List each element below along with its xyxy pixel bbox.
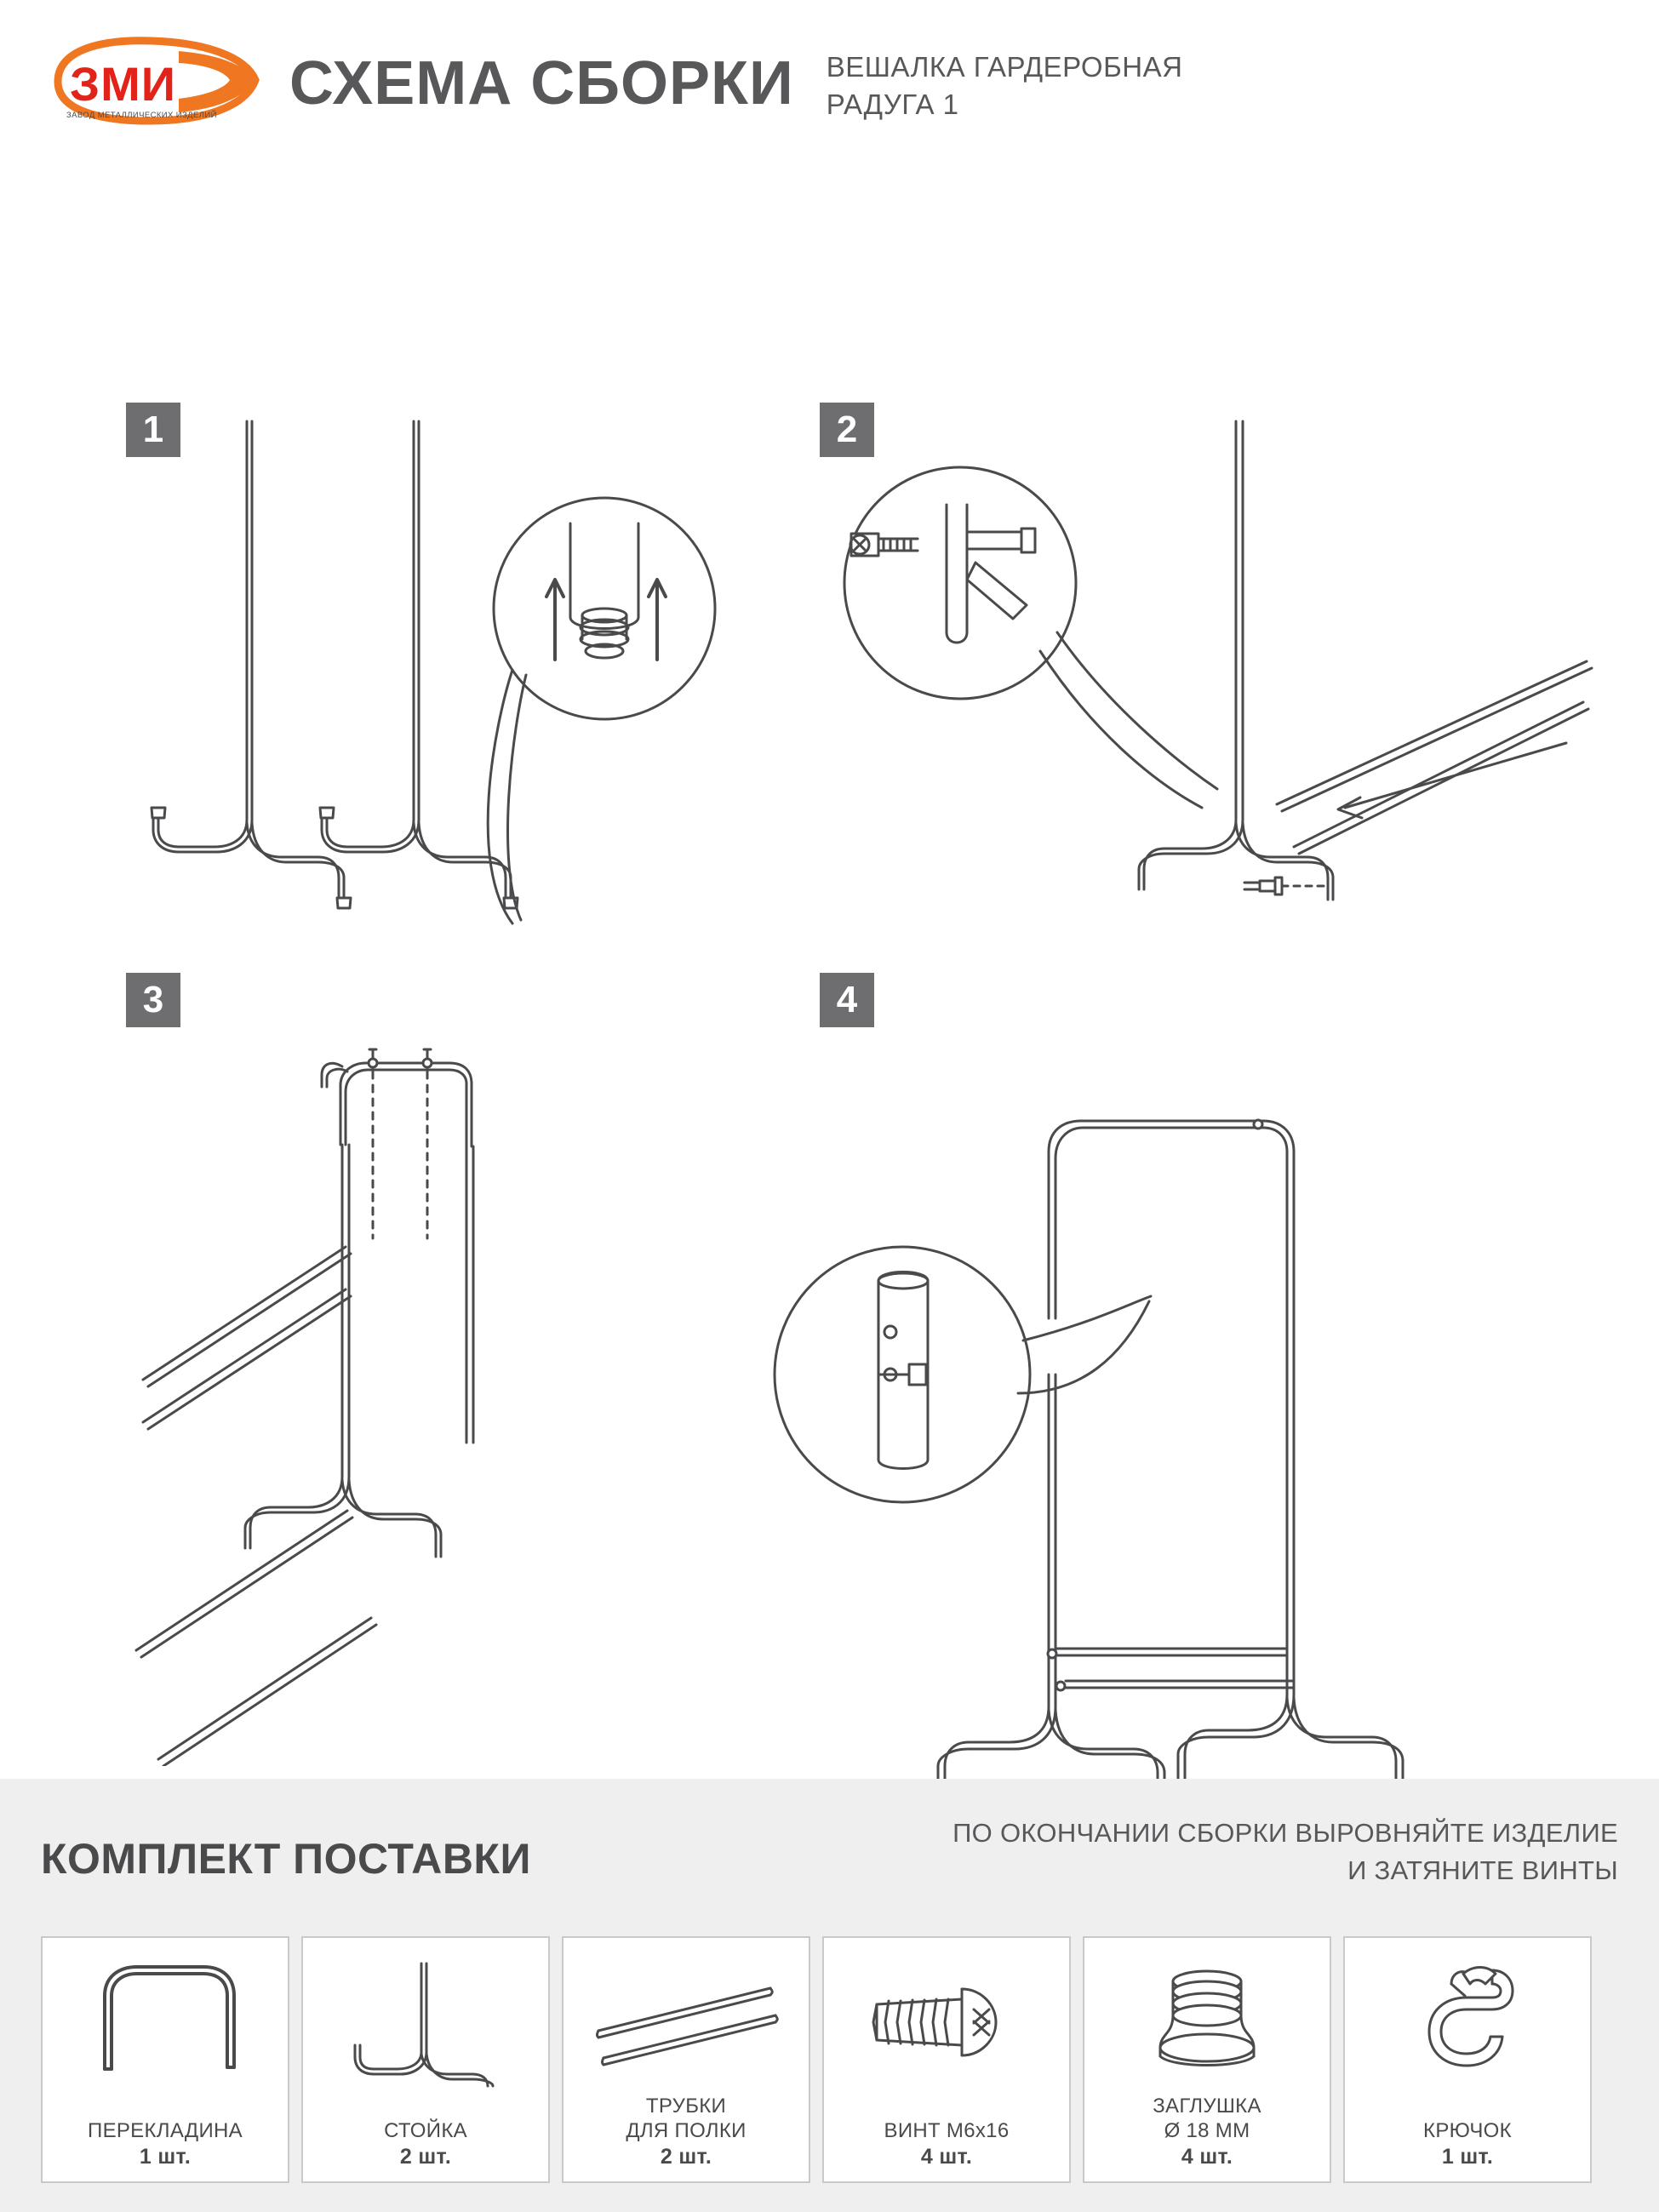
hook-icon: [1345, 1945, 1590, 2100]
part-crossbar-label: ПЕРЕКЛАДИНА 1 шт.: [43, 2118, 288, 2169]
part-screw-qty: 4 шт.: [920, 2145, 973, 2169]
step-3-badge: 3: [126, 973, 180, 1027]
part-stand-qty: 2 шт.: [399, 2145, 452, 2169]
assembly-steps: [0, 166, 1659, 1779]
step-2-badge: 2: [820, 403, 874, 457]
assembly-note-line2: И ЗАТЯНИТЕ ВИНТЫ: [1347, 1855, 1618, 1885]
product-name-line1: ВЕШАЛКА ГАРДЕРОБНАЯ: [826, 50, 1183, 83]
part-crossbar: [41, 1936, 289, 2183]
cap-plug-icon: [1084, 1945, 1330, 2100]
svg-text:ЗМИ: ЗМИ: [70, 56, 176, 111]
assembly-note-line1: ПО ОКОНЧАНИИ СБОРКИ ВЫРОВНЯЙТЕ ИЗДЕЛИЕ: [952, 1818, 1618, 1848]
page-header: [0, 0, 1659, 166]
part-hook: [1343, 1936, 1592, 2183]
step-1-illustration: [128, 404, 741, 970]
parts-list-title: КОМПЛЕКТ ПОСТАВКИ: [41, 1835, 531, 1883]
parts-grid: [41, 1936, 1618, 2183]
shelf-tubes-icon: [563, 1945, 809, 2100]
page-title: СХЕМА СБОРКИ: [289, 49, 794, 117]
svg-text:ЗАВОД МЕТАЛЛИЧЕСКИХ ИЗДЕЛИЙ: ЗАВОД МЕТАЛЛИЧЕСКИХ ИЗДЕЛИЙ: [66, 110, 217, 120]
part-cap-plug-label: ЗАГЛУШКА Ø 18 ММ 4 шт.: [1084, 2094, 1330, 2169]
part-cap-plug: [1083, 1936, 1331, 2183]
part-hook-label: КРЮЧОК 1 шт.: [1345, 2118, 1590, 2169]
parts-list-section: [0, 1779, 1659, 2212]
screw-icon: [824, 1945, 1069, 2100]
part-shelf-tubes-qty: 2 шт.: [660, 2145, 712, 2169]
part-crossbar-qty: 1 шт.: [139, 2145, 192, 2169]
part-shelf-tubes-label: ТРУБКИ ДЛЯ ПОЛКИ 2 шт.: [563, 2094, 809, 2169]
part-screw: [822, 1936, 1071, 2183]
part-stand: [301, 1936, 550, 2183]
part-screw-label: ВИНТ М6х16 4 шт.: [824, 2118, 1069, 2169]
part-cap-plug-qty: 4 шт.: [1181, 2145, 1233, 2169]
step-2-illustration: [817, 404, 1600, 970]
product-name: [827, 43, 1183, 123]
stand-icon: [303, 1945, 548, 2100]
crossbar-icon: [43, 1945, 288, 2100]
part-hook-qty: 1 шт.: [1441, 2145, 1494, 2169]
company-logo: [51, 32, 264, 134]
assembly-note: [767, 1815, 1618, 1889]
step-3-illustration: [128, 1034, 792, 1770]
step-4-badge: 4: [820, 973, 874, 1027]
step-1-badge: 1: [126, 403, 180, 457]
part-shelf-tubes: [562, 1936, 810, 2183]
part-stand-label: СТОЙКА 2 шт.: [303, 2118, 548, 2169]
product-name-line2: РАДУГА 1: [826, 88, 959, 120]
